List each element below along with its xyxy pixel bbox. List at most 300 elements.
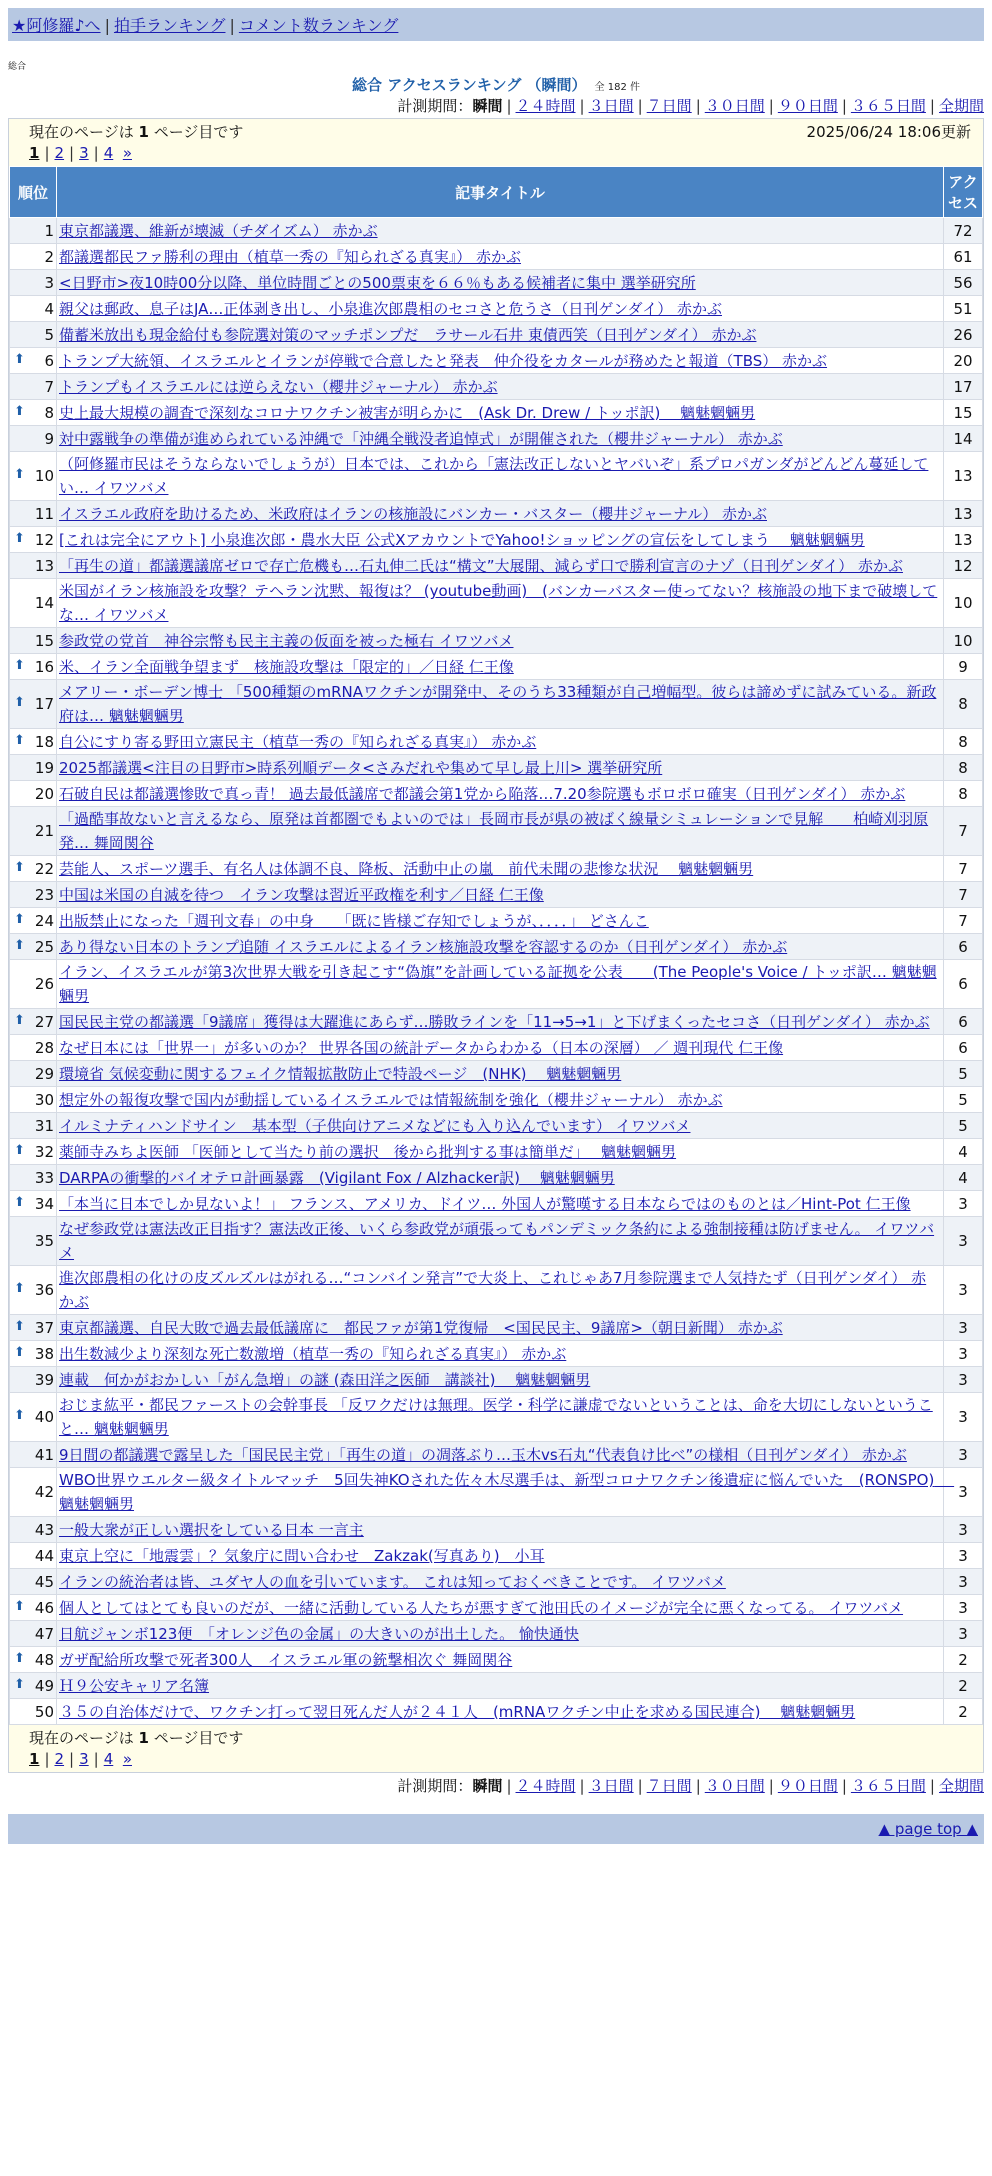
article-link[interactable]: 石破自民は都議選惨敗で真っ青！ 過去最低議席で都議会第1党から陥落…7.20参院選もボロボロ確実（日刊ゲンダイ） 赤かぶ: [59, 784, 906, 803]
table-row: [10, 1673, 983, 1699]
article-link[interactable]: Ｈ９公安キャリア名簿: [59, 1676, 210, 1695]
article-link[interactable]: 想定外の報復攻撃で国内が動揺しているイスラエルでは情報統制を強化（櫻井ジャーナル） 赤かぶ: [59, 1090, 723, 1109]
rank-up-arrow-icon: ⬆: [14, 657, 25, 673]
period-current: 瞬間: [472, 1777, 503, 1795]
current-page-text: 現在のページは 1 ページ目です: [29, 1729, 244, 1747]
period-link[interactable]: ９０日間: [777, 1777, 838, 1795]
article-link[interactable]: 東京都議選、維新が壊滅（チダイズム） 赤かぶ: [59, 221, 378, 240]
rank-up-arrow-icon: ⬆: [14, 467, 25, 482]
access-count: 3: [944, 1341, 983, 1367]
access-count: 6: [944, 1035, 983, 1061]
rank-number: 23: [34, 885, 54, 904]
rank-up-arrow-icon: ⬆: [14, 732, 25, 748]
access-count: 15: [944, 400, 983, 426]
title-cell: [57, 1341, 944, 1367]
page-info-bottom: [9, 1725, 983, 1748]
pager-link[interactable]: 3: [79, 1750, 89, 1768]
table-row: [10, 729, 983, 755]
table-row: [10, 1517, 983, 1543]
table-row: [10, 579, 983, 628]
access-count: 3: [944, 1595, 983, 1621]
table-row: [10, 426, 983, 452]
title-cell: [57, 781, 944, 807]
period-separator: |: [579, 97, 585, 115]
period-separator: |: [768, 1777, 774, 1795]
article-link[interactable]: 連載 何かがおかしい「がん急増」の謎 (森田洋之医師 講談社) 魑魅魍魎男: [59, 1370, 591, 1389]
title-cell: [57, 1393, 944, 1442]
home-link[interactable]: ★阿修羅♪へ: [12, 16, 101, 35]
access-count: 7: [944, 882, 983, 908]
table-row: [10, 856, 983, 882]
title-cell: [57, 1191, 944, 1217]
access-count: 9: [944, 654, 983, 680]
access-count: 3: [944, 1517, 983, 1543]
access-count: 8: [944, 729, 983, 755]
rank-number: 13: [34, 556, 54, 575]
rank-cell: [10, 934, 57, 960]
updated-timestamp: 2025/06/24 18:06更新: [806, 123, 971, 141]
pager-current: 1: [29, 144, 40, 162]
access-count: 14: [944, 426, 983, 452]
category-label: 総合: [8, 62, 27, 72]
article-link[interactable]: メアリー・ボーデン博士 「500種類のmRNAワクチンが開発中、そのうち33種類が自己増幅型。彼らは諦めずに試みている。新政府は… 魑魅魍魎男: [59, 683, 937, 725]
access-count: 6: [944, 960, 983, 1009]
rank-number: 15: [34, 631, 54, 650]
article-link[interactable]: 「本当に日本でしか見ないよ！」 フランス、アメリカ、ドイツ… 外国人が驚嘆する日本ならではのものとは／Hint-Pot 仁王像: [59, 1194, 911, 1213]
rank-cell: [10, 270, 57, 296]
rank-number: 29: [34, 1064, 54, 1083]
rank-up-arrow-icon: ⬆: [14, 695, 25, 710]
article-link[interactable]: <日野市>夜10時00分以降、単位時間ごとの500票束を６６％もある候補者に集中 選挙研究所: [59, 273, 696, 292]
rank-cell: [10, 400, 57, 426]
rank-up-arrow-icon: ⬆: [14, 351, 25, 367]
table-row: [10, 374, 983, 400]
rank-up-arrow-icon: ⬆: [14, 1676, 25, 1692]
table-row: [10, 452, 983, 501]
rank-cell: [10, 322, 57, 348]
rank-cell: [10, 1139, 57, 1165]
access-count: 2: [944, 1673, 983, 1699]
table-row: [10, 1087, 983, 1113]
title-cell: [57, 1217, 944, 1266]
title-cell: [57, 934, 944, 960]
title-cell: [57, 1468, 955, 1517]
title-cell: [57, 856, 944, 882]
table-row: [10, 1699, 983, 1725]
article-link[interactable]: 出生数減少より深刻な死亡数激増（植草一秀の『知られざる真実』） 赤かぶ: [59, 1344, 567, 1363]
clap-ranking-link[interactable]: 拍手ランキング: [113, 16, 226, 35]
title-cell: [57, 908, 944, 934]
title-cell: [57, 729, 944, 755]
rank-cell: [10, 1341, 57, 1367]
rank-cell: [10, 1113, 57, 1139]
rank-header: 順位: [10, 167, 57, 218]
article-link[interactable]: 環境省 気候変動に関するフェイク情報拡散防止で特設ページ (NHK) 魑魅魍魎男: [59, 1064, 622, 1083]
access-count: 3: [944, 1315, 983, 1341]
title-cell: [57, 244, 944, 270]
access-count: 13: [944, 501, 983, 527]
table-row: [10, 1165, 983, 1191]
article-link[interactable]: 史上最大規模の調査で深刻なコロナワクチン被害が明らかに (Ask Dr. Drew / トッポ訳) 魑魅魍魎男: [59, 403, 756, 422]
table-row: [10, 1367, 983, 1393]
period-link[interactable]: ３０日間: [704, 97, 765, 115]
rank-cell: [10, 729, 57, 755]
article-link[interactable]: 日航ジャンボ123便 「オレンジ色の金属」の大きいのが出土した。 愉快通快: [59, 1624, 579, 1643]
article-link[interactable]: 国民民主党の都議選「9議席」獲得は大躍進にあらず…勝敗ラインを「11→5→1」と下げまくったセコさ（日刊ゲンダイ） 赤かぶ: [59, 1012, 930, 1031]
table-row: [10, 553, 983, 579]
table-row: [10, 1217, 983, 1266]
access-count: 5: [944, 1087, 983, 1113]
ranking-table: [9, 166, 983, 1725]
access-count: 8: [944, 781, 983, 807]
rank-cell: [10, 781, 57, 807]
rank-number: 10: [34, 467, 54, 485]
rank-number: 34: [34, 1194, 54, 1213]
rank-up-arrow-icon: ⬆: [14, 1344, 25, 1360]
title-cell: [57, 1315, 944, 1341]
table-row: [10, 1061, 983, 1087]
rank-number: 26: [34, 975, 54, 993]
title-cell: [57, 374, 944, 400]
article-link[interactable]: 2025都議選<注目の日野市>時系列順データ<さみだれや集めて早し最上川> 選挙研究所: [59, 758, 663, 777]
rank-cell: [10, 1673, 57, 1699]
table-row: [10, 218, 983, 244]
access-count: 3: [944, 1217, 983, 1266]
access-count: 8: [944, 680, 983, 729]
title-cell: [57, 1061, 944, 1087]
rank-cell: [10, 680, 57, 729]
rank-cell: [10, 452, 57, 501]
pager-next-link[interactable]: »: [122, 1750, 132, 1768]
page-top-link[interactable]: ▲ page top ▲: [878, 1820, 978, 1838]
rank-cell: [10, 1543, 57, 1569]
pager-separator: |: [93, 1750, 99, 1768]
article-link[interactable]: 東京都議選、自民大敗で過去最低議席に 都民ファが第1党復帰 <国民民主、9議席>（朝日新聞） 赤かぶ: [59, 1318, 783, 1337]
access-count: 72: [944, 218, 983, 244]
article-link[interactable]: 「過酷事故ないと言えるなら、原発は首都圏でもよいのでは」長岡市長が県の被ばく線量シミュレーションで見解 柏崎刈羽原発… 舞岡関谷: [59, 810, 929, 852]
pager-link[interactable]: 2: [54, 144, 65, 162]
article-link[interactable]: 個人としてはとても良いのだが、一緒に活動している人たちが悪すぎて池田氏のイメージが完全に悪くなってる。 イワツバメ: [59, 1598, 904, 1617]
rank-cell: [10, 1699, 57, 1725]
title-cell: [57, 882, 944, 908]
access-count: 7: [944, 856, 983, 882]
rank-number: 31: [34, 1116, 54, 1135]
rank-up-arrow-icon: ⬆: [14, 1650, 25, 1666]
rank-number: 25: [34, 937, 54, 956]
article-link[interactable]: なぜ参政党は憲法改正目指す？憲法改正後、いくら参政党が頑張ってもパンデミック条約による強制接種は防げません。 イワツバメ: [59, 1220, 935, 1262]
title-cell: [57, 1009, 944, 1035]
ranking-frame: [8, 118, 984, 1773]
period-separator: |: [637, 97, 643, 115]
pager-link[interactable]: 2: [54, 1750, 65, 1768]
article-link[interactable]: 米国がイラン核施設を攻撃？テヘラン沈黙、報復は？ (youtube動画) (バンカーバスター使ってない？核施設の地下まで破壊してな… イワツバメ: [59, 582, 938, 624]
period-separator: |: [695, 97, 701, 115]
access-count: 10: [944, 579, 983, 628]
table-row: [10, 1113, 983, 1139]
article-link[interactable]: 出版禁止になった「週刊文春」の中身 「既に皆様ご存知でしょうが、．．．．」 どさんこ: [59, 911, 649, 930]
rank-cell: [10, 1367, 57, 1393]
rank-cell: [10, 218, 57, 244]
pager-link[interactable]: 4: [103, 1750, 114, 1768]
rank-number: 2: [44, 247, 54, 266]
title-cell: [57, 1113, 944, 1139]
access-count: 56: [944, 270, 983, 296]
title-cell: [57, 1087, 944, 1113]
rank-number: 5: [44, 325, 54, 344]
bottom-bar: [8, 1814, 984, 1844]
rank-cell: [10, 1191, 57, 1217]
title-cell: [57, 1266, 944, 1315]
table-row: [10, 1543, 983, 1569]
article-link[interactable]: WBO世界ウエルター級タイトルマッチ 5回失神KOされた佐々木尽選手は、新型コロナワクチン後遺症に悩んでいた (RONSPO) 魑魅魍魎男: [59, 1471, 955, 1513]
title-cell: [57, 680, 944, 729]
access-count: 20: [944, 348, 983, 374]
rank-cell: [10, 1595, 57, 1621]
pager-separator: |: [69, 1750, 75, 1768]
rank-number: 36: [34, 1281, 54, 1299]
pager-separator: |: [69, 144, 75, 162]
access-count: 5: [944, 1061, 983, 1087]
period-selector-top: [8, 95, 984, 116]
rank-number: 12: [34, 530, 54, 549]
period-separator: |: [841, 1777, 847, 1795]
access-count: 7: [944, 908, 983, 934]
rank-number: 30: [34, 1090, 54, 1109]
article-link[interactable]: 「再生の道」都議選議席ゼロで存亡危機も…石丸伸二氏は“構文”大展開、減らず口で勝利宣言のナゾ（日刊ゲンダイ） 赤かぶ: [59, 556, 903, 575]
article-link[interactable]: 都議選都民ファ勝利の理由（植草一秀の『知られざる真実』） 赤かぶ: [59, 247, 521, 266]
rank-cell: [10, 553, 57, 579]
comment-ranking-link[interactable]: コメント数ランキング: [238, 16, 399, 35]
article-link[interactable]: 中国は米国の自滅を待つ イラン攻撃は習近平政権を利す／日経 仁王像: [59, 885, 544, 904]
table-row: [10, 1393, 983, 1442]
rank-number: 38: [34, 1344, 54, 1363]
access-count: 3: [944, 1442, 983, 1468]
rank-cell: [10, 579, 57, 628]
article-link[interactable]: 自公にすり寄る野田立憲民主（植草一秀の『知られざる真実』） 赤かぶ: [59, 732, 537, 751]
title-cell: [57, 579, 944, 628]
period-link[interactable]: ９０日間: [777, 97, 838, 115]
page-title: [0, 74, 992, 95]
pager-link[interactable]: 3: [79, 144, 89, 162]
access-count: 7: [944, 807, 983, 856]
rank-cell: [10, 1009, 57, 1035]
title-cell: [57, 322, 944, 348]
title-cell: [57, 553, 944, 579]
period-link[interactable]: ７日間: [646, 97, 692, 115]
article-link[interactable]: 親父は郵政、息子はJA…正体剥き出し、小泉進次郎農相のセコさと危うさ（日刊ゲンダイ） 赤かぶ: [59, 299, 722, 318]
access-count: 61: [944, 244, 983, 270]
rank-number: 44: [34, 1546, 54, 1565]
rank-number: 50: [34, 1702, 54, 1721]
access-count: 26: [944, 322, 983, 348]
access-count: 3: [944, 1266, 983, 1315]
rank-cell: [10, 527, 57, 553]
article-link[interactable]: イラン、イスラエルが第3次世界大戦を引き起こす“偽旗”を計画している証拠を公表 (The People's Voice / トッポ訳… 魑魅魍魎男: [59, 963, 937, 1005]
rank-cell: [10, 856, 57, 882]
pager-spacer: [113, 1750, 123, 1768]
rank-cell: [10, 1315, 57, 1341]
access-count: 3: [944, 1468, 983, 1517]
article-link[interactable]: 東京上空に「地震雲」？気象庁に問い合わせ Zakzak(写真あり) 小耳: [59, 1546, 545, 1565]
rank-number: 24: [34, 911, 54, 930]
pager-spacer: [113, 144, 123, 162]
title-cell: [57, 452, 944, 501]
rank-number: 11: [34, 504, 54, 523]
period-separator: |: [637, 1777, 643, 1795]
period-link[interactable]: ３０日間: [704, 1777, 765, 1795]
rank-number: 37: [34, 1318, 54, 1337]
period-link[interactable]: ３日間: [588, 97, 634, 115]
title-cell: [57, 426, 944, 452]
rank-number: 47: [34, 1624, 54, 1643]
rank-cell: [10, 755, 57, 781]
table-row: [10, 244, 983, 270]
period-link[interactable]: ２４時間: [515, 97, 576, 115]
table-row: [10, 1315, 983, 1341]
table-row: [10, 501, 983, 527]
table-row: [10, 1266, 983, 1315]
table-row: [10, 270, 983, 296]
title-cell: [57, 400, 944, 426]
rank-number: 40: [34, 1408, 54, 1426]
title-cell: [57, 807, 944, 856]
pager-separator: |: [44, 144, 50, 162]
rank-number: 45: [34, 1572, 54, 1591]
table-row: [10, 1009, 983, 1035]
period-link[interactable]: ７日間: [646, 1777, 692, 1795]
rank-number: 28: [34, 1038, 54, 1057]
title-cell: [57, 1647, 944, 1673]
period-link[interactable]: 全期間: [938, 97, 984, 115]
table-row: [10, 527, 983, 553]
period-separator: |: [579, 1777, 585, 1795]
access-count: 4: [944, 1139, 983, 1165]
article-link[interactable]: [これは完全にアウト] 小泉進次郎・農水大臣 公式XアカウントでYahoo!ショッピングの宣伝をしてしまう 魑魅魍魎男: [59, 530, 865, 549]
article-link[interactable]: 薬師寺みちよ医師 「医師として当たり前の選択 後から批判する事は簡単だ」 魑魅魍魎男: [59, 1142, 677, 1161]
period-link[interactable]: 全期間: [938, 1777, 984, 1795]
pager-next-link[interactable]: »: [122, 144, 132, 162]
rank-number: 1: [44, 221, 54, 240]
table-row: [10, 400, 983, 426]
rank-cell: [10, 908, 57, 934]
article-link[interactable]: 9日間の都議選で露呈した「国民民主党」「再生の道」の凋落ぶり…玉木vs石丸“代表負け比べ”の様相（日刊ゲンダイ） 赤かぶ: [59, 1445, 907, 1464]
rank-number: 7: [44, 377, 54, 396]
article-link[interactable]: ガザ配給所攻撃で死者300人 イスラエル軍の銃撃相次ぐ 舞岡関谷: [59, 1650, 513, 1669]
rank-cell: [10, 628, 57, 654]
pager-top: [9, 142, 983, 166]
article-link[interactable]: 参政党の党首 神谷宗幣も民主主義の仮面を被った極右 イワツバメ: [59, 631, 514, 650]
period-separator: |: [929, 1777, 935, 1795]
article-link[interactable]: イスラエル政府を助けるため、米政府はイランの核施設にバンカー・バスター（櫻井ジャーナル） 赤かぶ: [59, 504, 767, 523]
rank-cell: [10, 1217, 57, 1266]
rank-up-arrow-icon: ⬆: [14, 1142, 25, 1158]
title-cell: [57, 1543, 944, 1569]
access-header: アクセス: [944, 167, 983, 218]
article-link[interactable]: 備蓄米放出も現金給付も参院選対策のマッチポンプだ ラサール石井 東債西笑（日刊ゲンダイ） 赤かぶ: [59, 325, 757, 344]
rank-number: 9: [44, 429, 54, 448]
article-link[interactable]: DARPAの衝撃的バイオテロ計画暴露 (Vigilant Fox / Alzhacker訳) 魑魅魍魎男: [59, 1168, 615, 1187]
article-link[interactable]: トランプもイスラエルには逆らえない（櫻井ジャーナル） 赤かぶ: [59, 377, 498, 396]
rank-up-arrow-icon: ⬆: [14, 1281, 25, 1296]
period-link[interactable]: ３日間: [588, 1777, 634, 1795]
rank-number: 41: [34, 1445, 54, 1464]
rank-up-arrow-icon: ⬆: [14, 403, 25, 419]
rank-number: 33: [34, 1168, 54, 1187]
title-cell: [57, 1165, 944, 1191]
access-count: 3: [944, 1569, 983, 1595]
article-link[interactable]: 一般大衆が正しい選択をしている日本 一言主: [59, 1520, 364, 1539]
access-count: 2: [944, 1647, 983, 1673]
title-cell: [57, 1595, 944, 1621]
article-link[interactable]: 対中露戦争の準備が進められている沖縄で「沖縄全戦没者追悼式」が開催された（櫻井ジャーナル） 赤かぶ: [59, 429, 783, 448]
rank-up-arrow-icon: ⬆: [14, 1194, 25, 1210]
table-row: [10, 322, 983, 348]
rank-cell: [10, 654, 57, 680]
table-row: [10, 960, 983, 1009]
rank-number: 22: [34, 859, 54, 878]
rank-up-arrow-icon: ⬆: [14, 911, 25, 927]
rank-number: 6: [44, 351, 54, 370]
article-link[interactable]: トランプ大統領、イスラエルとイランが停戦で合意したと発表 仲介役をカタールが務めたと報道（TBS） 赤かぶ: [59, 351, 828, 370]
rank-cell: [10, 1087, 57, 1113]
rank-up-arrow-icon: ⬆: [14, 859, 25, 875]
access-count: 17: [944, 374, 983, 400]
rank-up-arrow-icon: ⬆: [14, 1012, 25, 1028]
access-count: 8: [944, 755, 983, 781]
period-separator: |: [695, 1777, 701, 1795]
period-link[interactable]: ２４時間: [515, 1777, 576, 1795]
rank-up-arrow-icon: ⬆: [14, 1408, 25, 1423]
title-cell: [57, 296, 944, 322]
title-cell: [57, 270, 944, 296]
access-count: 3: [944, 1367, 983, 1393]
rank-cell: [10, 1621, 57, 1647]
table-row: [10, 908, 983, 934]
top-nav-bar: [8, 8, 984, 41]
rank-number: 4: [44, 299, 54, 318]
article-link[interactable]: （阿修羅市民はそうならないでしょうが）日本では、これから「憲法改正しないとヤバいぞ」系プロパガンダがどんどん蔓延してい… イワツバメ: [59, 455, 929, 497]
article-link[interactable]: 米、イラン全面戦争望まず 核施設攻撃は「限定的」／日経 仁王像: [59, 657, 514, 676]
article-link[interactable]: イランの統治者は皆、ユダヤ人の血を引いています。 これは知っておくべきことです。 イワツバメ: [59, 1572, 726, 1591]
rank-cell: [10, 501, 57, 527]
rank-cell: [10, 1647, 57, 1673]
article-link[interactable]: 進次郎農相の化けの皮ズルズルはがれる…“コンバイン発言”で大炎上、これじゃあ7月参院選まで人気持たず（日刊ゲンダイ） 赤かぶ: [59, 1269, 927, 1311]
title-cell: [57, 527, 944, 553]
access-count: 3: [944, 1393, 983, 1442]
table-row: [10, 296, 983, 322]
ranking-title: 総合 アクセスランキング （瞬間）: [352, 76, 587, 94]
period-separator: |: [506, 1777, 512, 1795]
pager-link[interactable]: 4: [103, 144, 114, 162]
period-link[interactable]: ３６５日間: [850, 1777, 926, 1795]
title-cell: [57, 1699, 944, 1725]
title-cell: [57, 1367, 944, 1393]
period-link[interactable]: ３６５日間: [850, 97, 926, 115]
rank-cell: [10, 1569, 57, 1595]
article-link[interactable]: あり得ない日本のトランプ追随 イスラエルによるイラン核施設攻撃を容認するのか（日刊ゲンダイ） 赤かぶ: [59, 937, 788, 956]
table-row: [10, 1569, 983, 1595]
article-link[interactable]: 芸能人、スポーツ選手、有名人は体調不良、降板、活動中止の嵐 前代未聞の悲惨な状況 魑魅魍魎男: [59, 859, 754, 878]
article-link[interactable]: イルミナティハンドサイン 基本型（子供向けアニメなどにも入り込んでいます） イワツバメ: [59, 1116, 691, 1135]
access-count: 10: [944, 628, 983, 654]
article-link[interactable]: ３５の自治体だけで、ワクチン打って翌日死んだ人が２４１人 (mRNAワクチン中止を求める国民連合) 魑魅魍魎男: [59, 1702, 856, 1721]
title-header: 記事タイトル: [57, 167, 944, 218]
title-cell: [57, 1569, 944, 1595]
article-link[interactable]: おじま紘平・都民ファーストの会幹事長 「反ワクだけは無理。医学・科学に謙虚でないということは、命を大切にしないということ… 魑魅魍魎男: [59, 1396, 933, 1438]
rank-number: 49: [34, 1676, 54, 1695]
article-link[interactable]: なぜ日本には「世界一」が多いのか？ 世界各国の統計データからわかる（日本の深層） ／ 週刊現代 仁王像: [59, 1038, 784, 1057]
rank-number: 3: [44, 273, 54, 292]
